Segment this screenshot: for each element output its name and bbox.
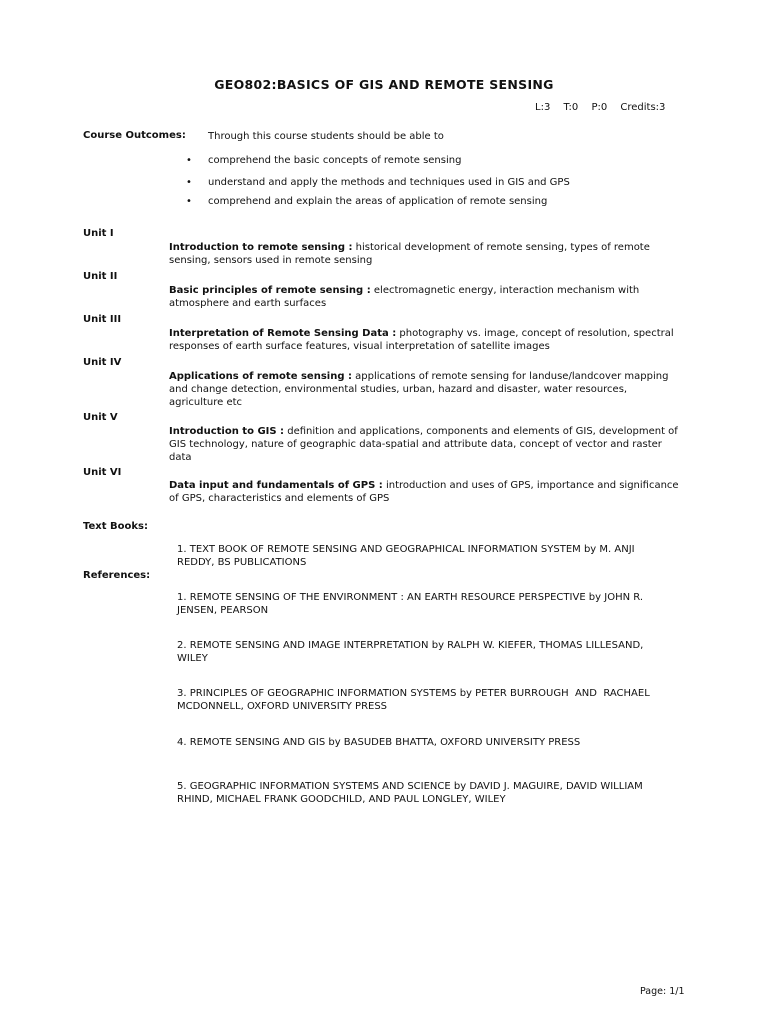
reference-line: MCDONNELL, OXFORD UNIVERSITY PRESS [177,701,388,712]
unit-text: and change detection, environmental studies, urban, hazard and disaster, water resources, [169,384,628,395]
unit-text: GIS technology, nature of geographic data-spatial and attribute data, concept of vector and raster [169,439,662,450]
unit-text: electromagnetic energy, interaction mechanism with [373,285,640,296]
reference-item [177,687,697,713]
credits-line [535,101,674,114]
unit-text: responses of earth surface features, visual interpretation of satellite images [169,341,550,352]
text-books-label: Text Books: [83,521,148,532]
reference-item [177,736,697,749]
lecture-hours: L:3 [535,102,551,113]
unit-label: Unit I [83,228,114,239]
outcome-item: comprehend the basic concepts of remote sensing [208,155,462,166]
page-number: Page: 1/1 [640,986,685,997]
unit-text: sensing, sensors used in remote sensing [169,255,373,266]
reference-line: JENSEN, PEARSON [177,605,269,616]
reference-line: 3. PRINCIPLES OF GEOGRAPHIC INFORMATION SYSTEMS by PETER BURROUGH AND RACHAEL [177,688,650,699]
references-label: References: [83,570,151,581]
reference-line: 4. REMOTE SENSING AND GIS by BASUDEB BHATTA, OXFORD UNIVERSITY PRESS [177,737,581,748]
text-book-item [177,543,697,569]
unit-description [169,241,709,267]
unit-heading: Data input and fundamentals of GPS : [169,480,383,491]
bullet-icon: • [186,177,192,188]
unit-label: Unit II [83,271,118,282]
unit-heading: Basic principles of remote sensing : [169,285,371,296]
unit-text: of GPS, characteristics and elements of GPS [169,493,390,504]
unit-text: historical development of remote sensing, types of remote [355,242,650,253]
text-book-line: 1. TEXT BOOK OF REMOTE SENSING AND GEOGRAPHICAL INFORMATION SYSTEM by M. ANJI [177,544,635,555]
unit-text: definition and applications, components and elements of GIS, development of [287,426,678,437]
reference-item [177,639,697,665]
unit-text: agriculture etc [169,397,243,408]
unit-heading: Applications of remote sensing : [169,371,352,382]
unit-heading: Introduction to remote sensing : [169,242,353,253]
unit-label: Unit III [83,314,122,325]
unit-text: atmosphere and earth surfaces [169,298,327,309]
unit-heading: Interpretation of Remote Sensing Data : [169,328,397,339]
course-outcomes-intro: Through this course students should be able to [208,131,444,142]
unit-description [169,284,709,310]
page-title: GEO802:BASICS OF GIS AND REMOTE SENSING [214,77,554,92]
bullet-icon: • [186,196,192,207]
text-book-line: REDDY, BS PUBLICATIONS [177,557,307,568]
tutorial-hours: T:0 [563,102,579,113]
course-outcomes-label: Course Outcomes: [83,130,186,141]
bullet-icon: • [186,155,192,166]
unit-description [169,370,709,409]
reference-line: RHIND, MICHAEL FRANK GOODCHILD, AND PAUL LONGLEY, WILEY [177,794,506,805]
reference-item [177,591,697,617]
unit-text: data [169,452,192,463]
unit-label: Unit IV [83,357,122,368]
unit-description [169,327,709,353]
unit-description [169,425,709,464]
reference-line: 5. GEOGRAPHIC INFORMATION SYSTEMS AND SCIENCE by DAVID J. MAGUIRE, DAVID WILLIAM [177,781,643,792]
unit-text: photography vs. image, concept of resolution, spectral [399,328,674,339]
unit-text: applications of remote sensing for landuse/landcover mapping [355,371,669,382]
reference-line: 2. REMOTE SENSING AND IMAGE INTERPRETATION by RALPH W. KIEFER, THOMAS LILLESAND, [177,640,644,651]
reference-item [177,780,697,806]
reference-line: WILEY [177,653,208,664]
unit-label: Unit V [83,412,118,423]
unit-description [169,479,709,505]
outcome-item: comprehend and explain the areas of application of remote sensing [208,196,548,207]
unit-text: introduction and uses of GPS, importance and significance [385,480,679,491]
practical-hours: P:0 [591,102,608,113]
outcome-item: understand and apply the methods and techniques used in GIS and GPS [208,177,570,188]
unit-label: Unit VI [83,467,122,478]
unit-heading: Introduction to GIS : [169,426,285,437]
credit-count: Credits:3 [620,102,666,113]
reference-line: 1. REMOTE SENSING OF THE ENVIRONMENT : AN EARTH RESOURCE PERSPECTIVE by JOHN R. [177,592,644,603]
